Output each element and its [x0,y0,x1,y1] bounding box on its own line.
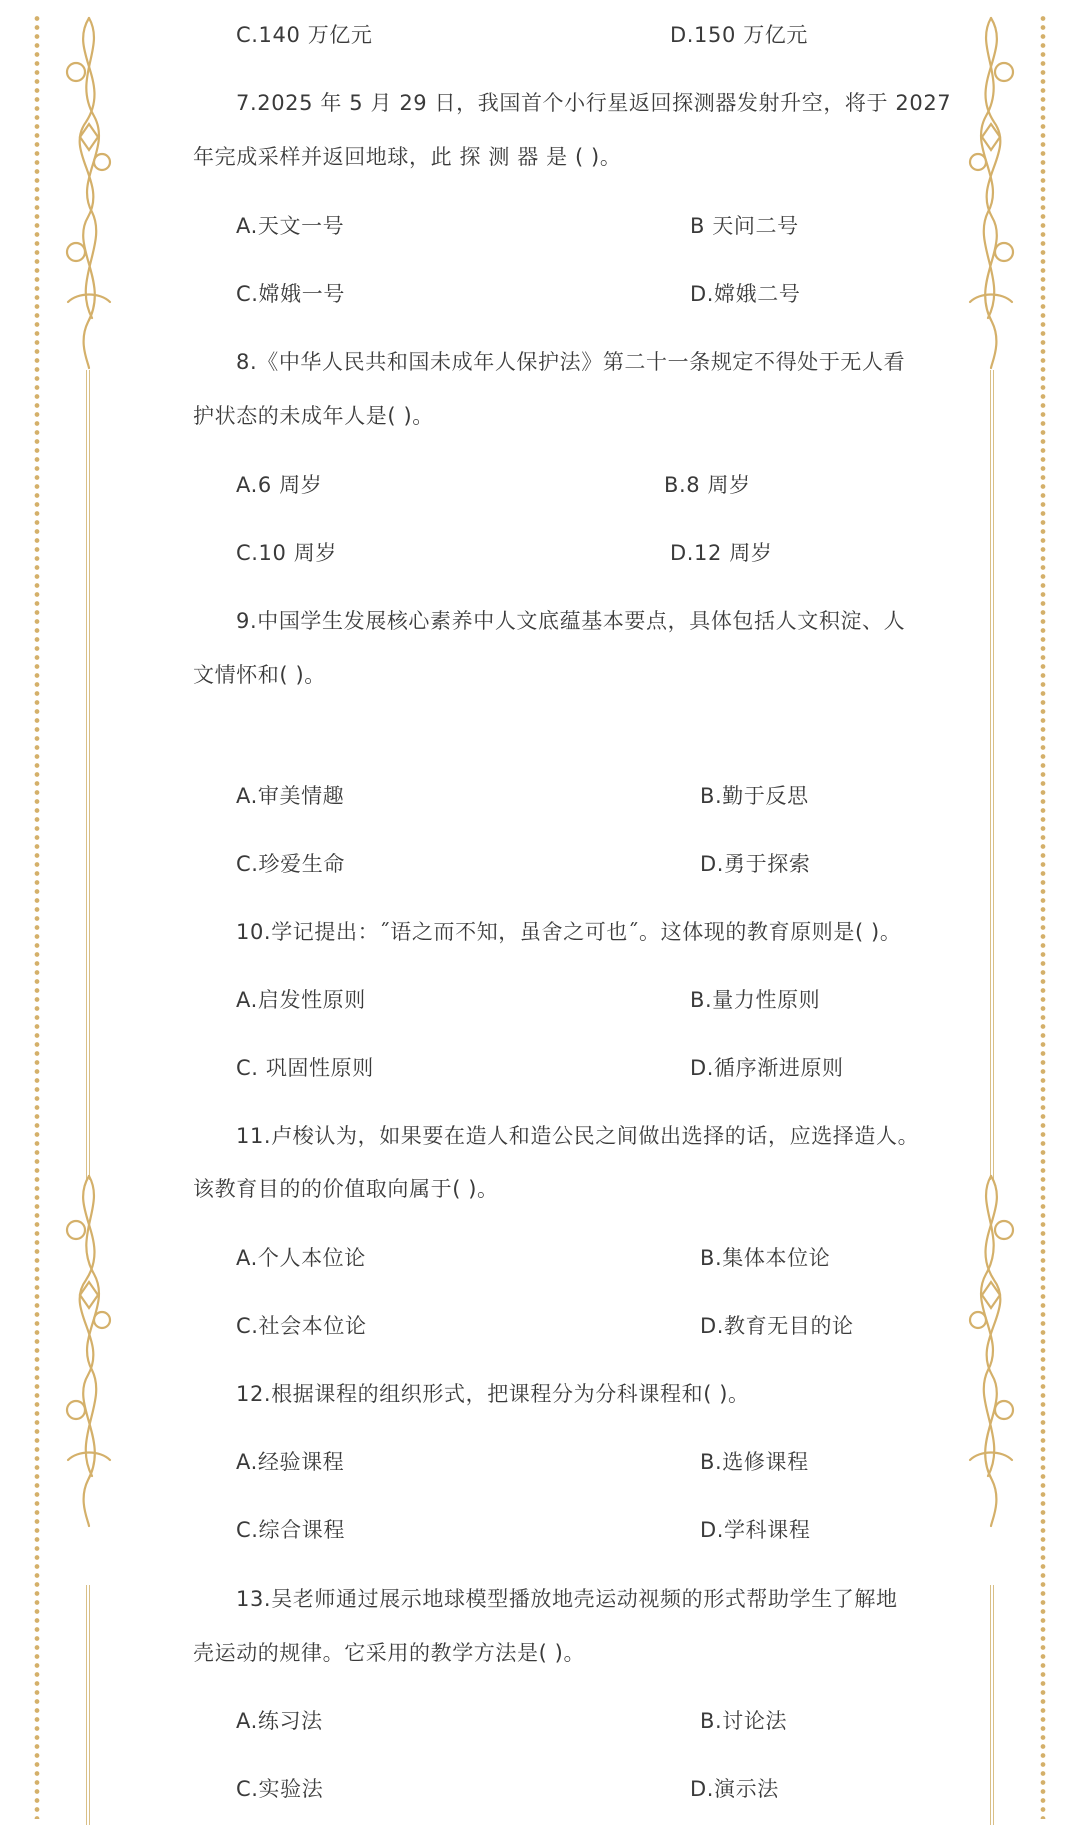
option-a: A.练习法 [236,1709,323,1733]
question-text: 壳运动的规律。它采用的教学方法是( )。 [193,1641,586,1665]
option-b: B.讨论法 [700,1709,788,1733]
option-c: C.实验法 [236,1777,324,1801]
option-b: B 天问二号 [690,214,799,238]
option-c: C.综合课程 [236,1518,345,1542]
option-a: A.启发性原则 [236,988,366,1012]
option-c: C.社会本位论 [236,1314,367,1338]
option-c: C.140 万亿元 [236,23,373,47]
option-d: D.150 万亿元 [670,23,809,47]
question-text: 年完成采样并返回地球，此 探 测 器 是 ( )。 [193,145,622,169]
question-text: 文情怀和( )。 [193,663,326,687]
option-a: A.审美情趣 [236,784,345,808]
option-b: B.8 周岁 [664,473,751,497]
option-a: A.6 周岁 [236,473,323,497]
option-a: A.天文一号 [236,214,345,238]
question-text: 10.学记提出：˝语之而不知，虽舍之可也˝。这体现的教育原则是( )。 [236,920,902,944]
option-d: D.12 周岁 [670,541,773,565]
question-text: 该教育目的的价值取向属于( )。 [193,1177,499,1201]
option-c: C.10 周岁 [236,541,337,565]
option-d: D.嫦娥二号 [690,282,801,306]
option-d: D.循序渐进原则 [690,1056,844,1080]
question-text: 12.根据课程的组织形式，把课程分为分科课程和( )。 [236,1382,750,1406]
option-b: B.勤于反思 [700,784,809,808]
option-d: D.教育无目的论 [700,1314,854,1338]
question-text: 9.中国学生发展核心素养中人文底蕴基本要点，具体包括人文积淀、人 [236,609,906,633]
question-text: 护状态的未成年人是( )。 [193,404,434,428]
question-text: 8.《中华人民共和国未成年人保护法》第二十一条规定不得处于无人看 [236,350,906,374]
option-c: C.嫦娥一号 [236,282,345,306]
option-c: C. 巩固性原则 [236,1056,374,1080]
question-text: 13.吴老师通过展示地球模型播放地壳运动视频的形式帮助学生了解地 [236,1587,898,1611]
question-text: 7.2025 年 5 月 29 日，我国首个小行星返回探测器发射升空，将于 2027 [236,91,952,115]
option-a: A.经验课程 [236,1450,345,1474]
option-b: B.集体本位论 [700,1246,831,1270]
option-a: A.个人本位论 [236,1246,366,1270]
option-b: B.量力性原则 [690,988,821,1012]
question-text: 11.卢梭认为，如果要在造人和造公民之间做出选择的话，应选择造人。 [236,1124,920,1148]
option-d: D.演示法 [690,1777,779,1801]
option-b: B.选修课程 [700,1450,809,1474]
option-d: D.勇于探索 [700,852,811,876]
option-d: D.学科课程 [700,1518,811,1542]
option-c: C.珍爱生命 [236,852,345,876]
